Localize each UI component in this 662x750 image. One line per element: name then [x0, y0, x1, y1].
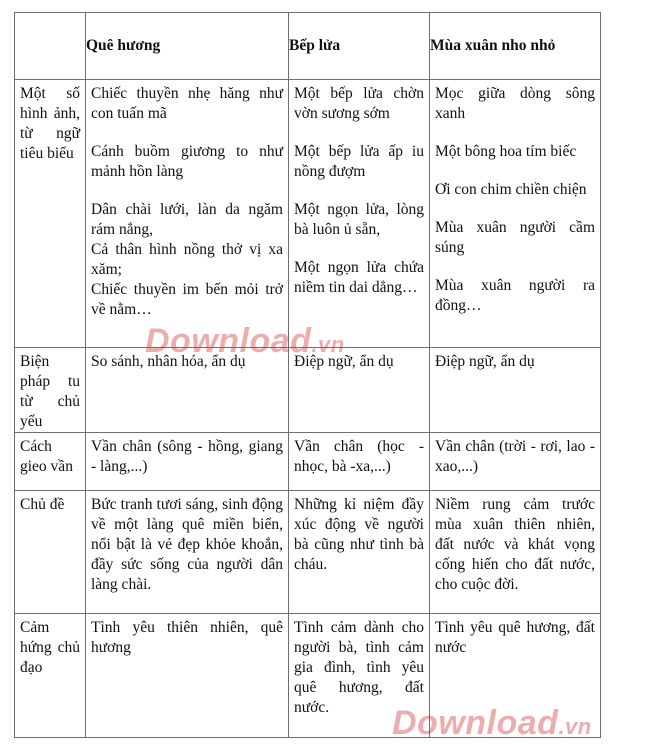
cell-line: Chiếc thuyền nhẹ hăng như con tuấn mã — [91, 85, 283, 122]
row-label: Một số hình ảnh, từ ngữ tiêu biểu — [15, 80, 86, 348]
header-empty-cell — [15, 13, 86, 80]
watermark-brand: Download — [145, 322, 312, 360]
cell-line: Chiếc thuyền im bến mỏi trở về nằm… — [91, 281, 283, 318]
table-row — [15, 491, 601, 614]
row-label: Cảm hứng chủ đạo — [15, 614, 86, 738]
table-row — [15, 80, 601, 348]
table-cell — [289, 80, 430, 348]
cell-line: Một ngọn lửa chứa niềm tin dai dẳng… — [294, 259, 424, 296]
cell-line: Một bếp lửa chờn vờn sương sớm — [294, 85, 424, 122]
watermark-brand: Download — [392, 704, 559, 742]
row-label: Chủ đề — [15, 491, 86, 614]
cell-line: Một bông hoa tím biếc — [435, 143, 577, 160]
table-header-row — [15, 13, 601, 80]
table-cell: Niềm rung cảm trước mùa xuân thiên nhiên, đất nước và khát vọng cống hiến cho đất nước, cho cuộc đời. — [430, 491, 601, 614]
cell-line: Ơi con chim chiền chiện — [435, 181, 587, 198]
row-label: Biện pháp tu từ chủ yếu — [15, 348, 86, 433]
cell-line: Mọc giữa dòng sông xanh — [435, 85, 595, 122]
cell-line: Cả thân hình nồng thở vị xa xăm; — [91, 241, 283, 278]
row-label: Cách gieo vần — [15, 433, 86, 491]
header-bep-lua: Bếp lửa — [289, 13, 430, 80]
table-cell — [86, 80, 289, 348]
table-cell: Tình cảm dành cho người bà, tình cảm gia đình, tình yêu quê hương, đất nước. — [289, 614, 430, 738]
header-que-huong: Quê hương — [86, 13, 289, 80]
table-cell — [430, 80, 601, 348]
table-cell: Điệp ngữ, ẩn dụ — [289, 348, 430, 433]
watermark-logo — [392, 704, 592, 743]
header-mua-xuan-nho-nho: Mùa xuân nho nhỏ — [430, 13, 601, 80]
table-cell: Vần chân (sông - hồng, giang - làng,...) — [86, 433, 289, 491]
table-cell: Tình yêu quê hương, đất nước — [430, 614, 601, 738]
table-cell: Bức tranh tươi sáng, sinh động về một làng quê miền biển, nổi bật là vẻ đẹp khỏe khoắn, đầy sức sống của người dân làng chài. — [86, 491, 289, 614]
table-cell: Tình yêu thiên nhiên, quê hương — [86, 614, 289, 738]
table-cell: Vần chân (trời - rơi, lao - xao,...) — [430, 433, 601, 491]
table-cell: Điệp ngữ, ẩn dụ — [430, 348, 601, 433]
cell-line: Một bếp lửa ấp iu nồng đượm — [294, 143, 424, 180]
watermark-logo — [145, 322, 345, 361]
table-cell: Vần chân (học - nhọc, bà -xa,...) — [289, 433, 430, 491]
table-cell: So sánh, nhân hóa, ẩn dụ — [86, 348, 289, 433]
comparison-table — [14, 12, 601, 738]
cell-line: Cánh buồm giương to như mảnh hồn làng — [91, 143, 283, 180]
cell-line: Một ngọn lửa, lòng bà luôn ủ sẵn, — [294, 201, 424, 238]
table-row — [15, 433, 601, 491]
cell-line: Dân chài lưới, làn da ngăm rám nắng, — [91, 201, 283, 238]
watermark-suffix: .vn — [558, 714, 592, 739]
watermark-suffix: .vn — [311, 332, 345, 357]
table-cell: Những kỉ niệm đầy xúc động về người bà cũng như tình bà cháu. — [289, 491, 430, 614]
cell-line: Mùa xuân người ra đồng… — [435, 277, 595, 314]
cell-line: Mùa xuân người cầm súng — [435, 219, 595, 256]
